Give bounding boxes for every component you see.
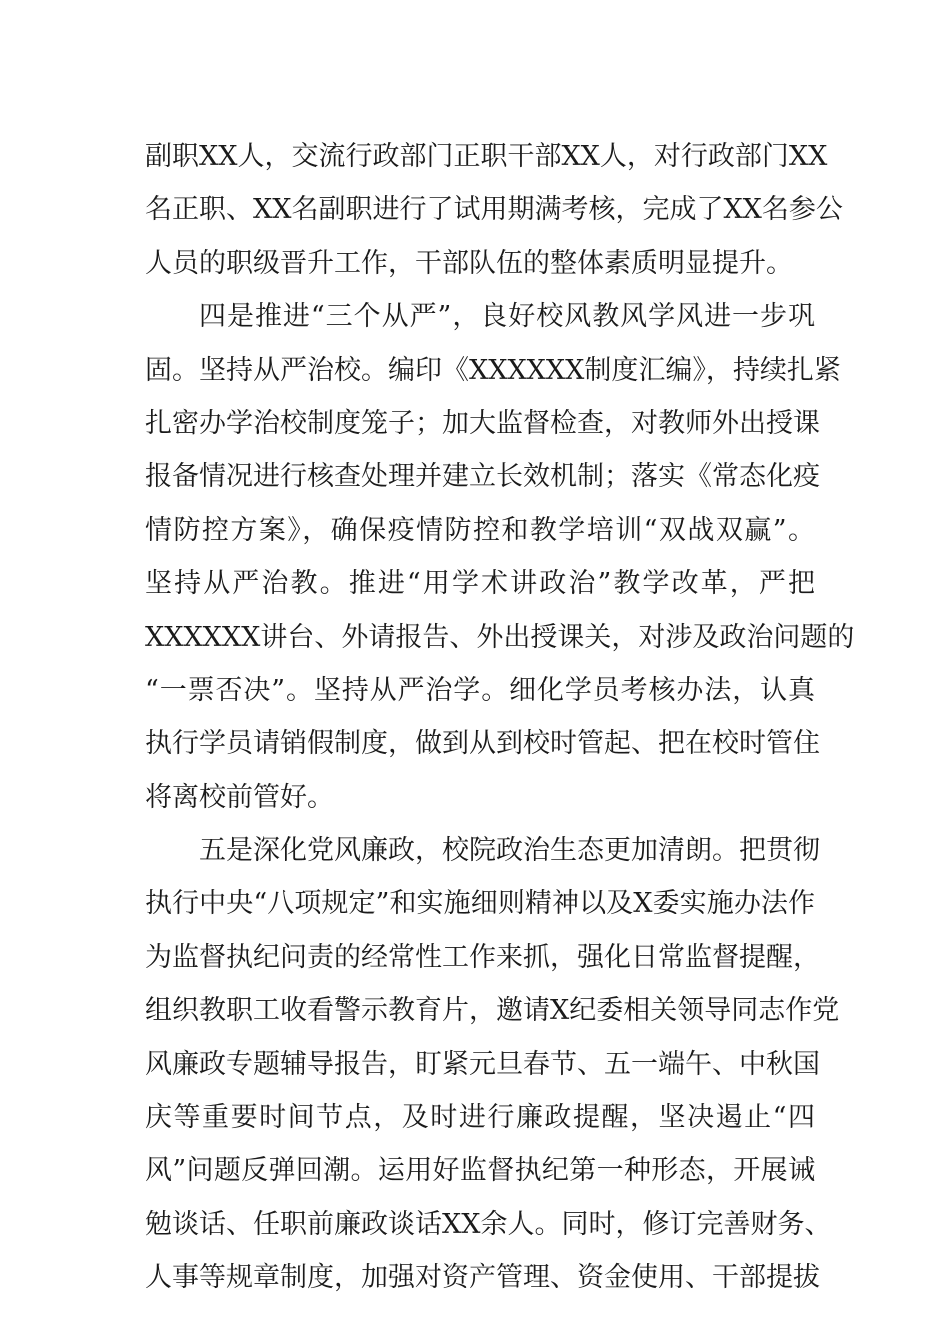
text-line: 五是深化党风廉政，校院政治生态更加清朗。把贯彻 [199, 835, 820, 867]
text-line: 风廉政专题辅导报告，盯紧元旦春节、五一端午、中秋国 [145, 1048, 820, 1080]
text-line: 报备情况进行核查处理并建立长效机制；落实《常态化疫 [145, 461, 820, 493]
text-line: 副职XX人，交流行政部门正职干部XX人，对行政部门XX [145, 141, 828, 172]
text-line: 人员的职级晋升工作，干部队伍的整体素质明显提升。 [145, 247, 793, 279]
text-line: 庆等重要时间节点，及时进行廉政提醒，坚决遏止“四 [145, 1102, 815, 1134]
text-line: 人事等规章制度，加强对资产管理、资金使用、干部提拔 [145, 1262, 820, 1294]
text-line: “一票否决”。坚持从严治学。细化学员考核办法，认真 [145, 674, 815, 706]
text-line: 扎密办学治校制度笼子；加大监督检查，对教师外出授课 [145, 407, 820, 439]
text-line: 为监督执纪问责的经常性工作来抓，强化日常监督提醒， [145, 941, 820, 973]
text-line: 四是推进“三个从严”，良好校风教风学风进一步巩 [199, 301, 815, 333]
text-line: 名正职、XX名副职进行了试用期满考核，完成了XX名参公 [145, 194, 843, 226]
text-line: 将离校前管好。 [145, 781, 334, 813]
text-line: 情防控方案》，确保疫情防控和教学培训“双战双赢”。 [145, 514, 815, 546]
text-line: 执行学员请销假制度，做到从到校时管起、把在校时管住 [145, 728, 820, 760]
text-line: 执行中央“八项规定”和实施细则精神以及X委实施办法作 [145, 888, 815, 920]
document-body [145, 130, 855, 1305]
text-line: 风”问题反弹回潮。运用好监督执纪第一种形态，开展诫 [145, 1155, 815, 1187]
text-line: 固。坚持从严治校。编印《XXXXXX制度汇编》，持续扎紧 [145, 354, 841, 386]
text-line: 勉谈话、任职前廉政谈话XX余人。同时，修订完善财务、 [145, 1208, 832, 1240]
text-line: XXXXXX讲台、外请报告、外出授课关，对涉及政治问题的 [145, 621, 855, 653]
text-line: 坚持从严治教。推进“用学术讲政治”教学改革，严把 [145, 568, 815, 600]
text-line: 组织教职工收看警示教育片，邀请X纪委相关领导同志作党 [145, 995, 840, 1027]
